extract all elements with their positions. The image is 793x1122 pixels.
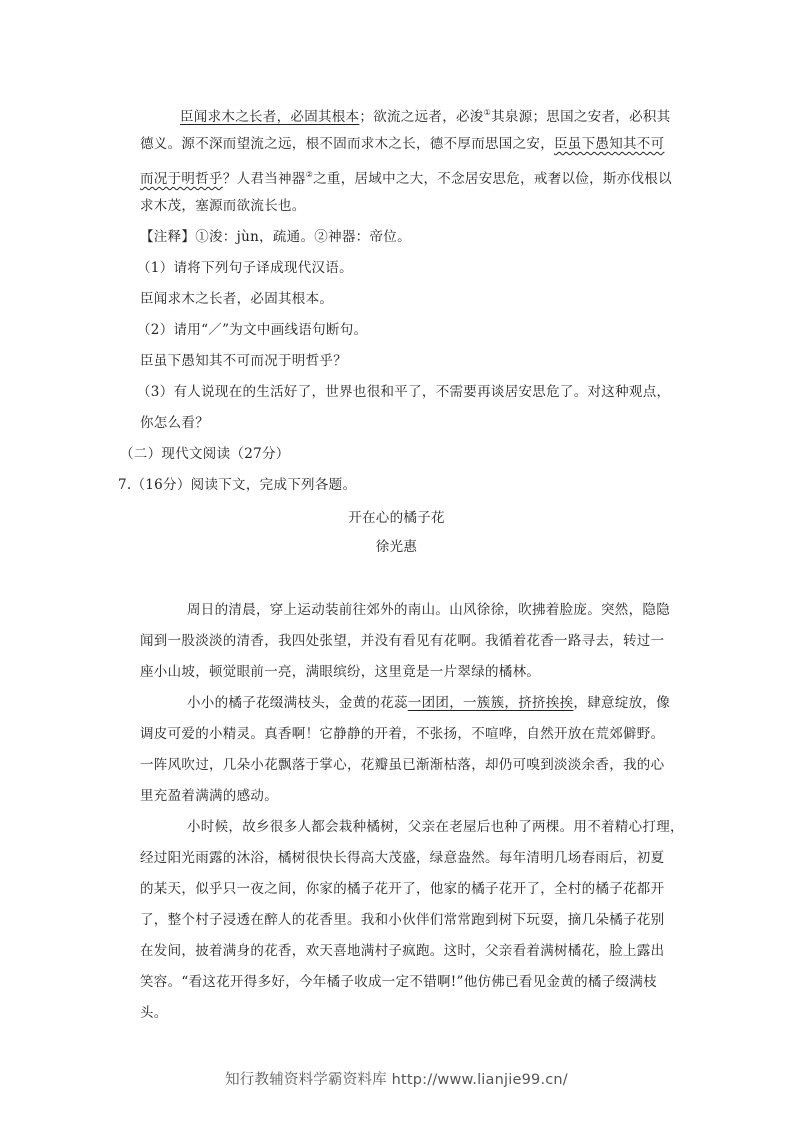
question-2-sentence: 臣虽下愚知其不可而况于明哲乎？	[140, 353, 347, 369]
para3-line-4: 了，整个村子浸透在醉人的花香里。我和小伙伴们常常跑到树下玩耍，摘几朵橘子花别	[140, 912, 665, 928]
footnote-marker-1: ①	[483, 108, 492, 117]
para2-line-4: 里充盈着满满的感动。	[140, 788, 278, 804]
question-1: （1）请将下列句子译成现代汉语。	[137, 260, 353, 276]
para1-line-1: 周日的清晨，穿上运动装前往郊外的南山。山风徐徐，吹拂着脸庞。突然，隐隐	[187, 602, 670, 618]
question-1-sentence: 臣闻求木之长者，必固其根本。	[140, 291, 334, 307]
annotation: 【注释】①浚：jùn，疏通。②神器：帝位。	[140, 229, 411, 245]
question-2: （2）请用“／”为文中画线语句断句。	[137, 322, 368, 338]
article-author: 徐光惠	[375, 539, 418, 555]
para2-line-2: 调皮可爱的小精灵。真香啊！它静静的开着，不张扬，不喧哗，自然开放在荒郊僻野。	[140, 726, 665, 742]
para2-line-3: 一阵风吹过，几朵小花飘落于掌心，花瓣虽已渐渐枯落，却仍可嗅到淡淡余香，我的心	[140, 757, 665, 773]
wavy-underlined-sentence-cont: 而况于明哲乎	[140, 171, 223, 187]
section-heading: （二）现代文阅读（27分）	[120, 446, 290, 462]
underlined-phrase: 一团团，一簇簇，挤挤挨挨	[407, 695, 574, 711]
article-title: 开在心的橘子花	[348, 510, 445, 526]
para3-line-1: 小时候，故乡很多人都会栽种橘树，父亲在老屋后也种了两棵。用不着精心打理，	[187, 819, 684, 835]
question-3-cont: 你怎么看？	[140, 415, 209, 431]
classical-text-line-3: 而况于明哲乎？人君当神器②之重，居域中之大，不念居安思危，戒奢以俭，斯亦伐根以	[140, 170, 672, 187]
para3-line-3: 的某天，似乎只一夜之间，你家的橘子花开了，他家的橘子花开了，全村的橘子花都开	[140, 881, 665, 897]
para3-line-2: 经过阳光雨露的沐浴，橘树很快长得高大茂盛，绿意盎然。每年清明几场春雨后，初夏	[140, 850, 665, 866]
classical-text-line-1: 臣闻求木之长者，必固其根本；欲流之远者，必浚①其泉源；思国之安者，必积其	[180, 108, 671, 125]
para3-line-6: 笑容。“看这花开得多好，今年橘子收成一定不错啊!”他仿佛已看见金黄的橘子缀满枝	[140, 974, 657, 990]
underlined-sentence: 臣闻求木之长者，必固其根本	[180, 109, 360, 125]
classical-text-line-4: 求木茂，塞源而欲流长也。	[140, 198, 306, 214]
question-3: （3）有人说现在的生活好了，世界也很和平了，不需要再谈居安思危了。对这种观点，	[137, 384, 671, 400]
wavy-underlined-sentence: 臣虽下愚知其不可	[554, 136, 665, 152]
para3-line-7: 头。	[140, 1005, 168, 1021]
para2-line-1: 小小的橘子花缀满枝头，金黄的花蕊一团团，一簇簇，挤挤挨挨，肆意绽放，像	[187, 695, 671, 711]
question-7: 7.（16分）阅读下文，完成下列各题。	[118, 477, 357, 493]
footnote-marker-2: ②	[305, 170, 314, 179]
para1-line-3: 座小山坡，顿觉眼前一亮，满眼缤纷，这里竟是一片翠绿的橘林。	[140, 664, 541, 680]
classical-text-line-2: 德义。源不深而望流之远，根不固而求木之长，德不厚而思国之安，臣虽下愚知其不可	[140, 136, 665, 152]
para1-line-2: 闻到一股淡淡的清香，我四处张望，并没有看见有花啊。我循着花香一路寻去，转过一	[140, 633, 665, 649]
para3-line-5: 在发间，披着满身的花香，欢天喜地满村子疯跑。这时，父亲看着满树橘花，脸上露出	[140, 943, 665, 959]
footer-watermark: 知行教辅资料学霸资料库 http://www.lianjie99.cn/	[225, 1072, 568, 1088]
